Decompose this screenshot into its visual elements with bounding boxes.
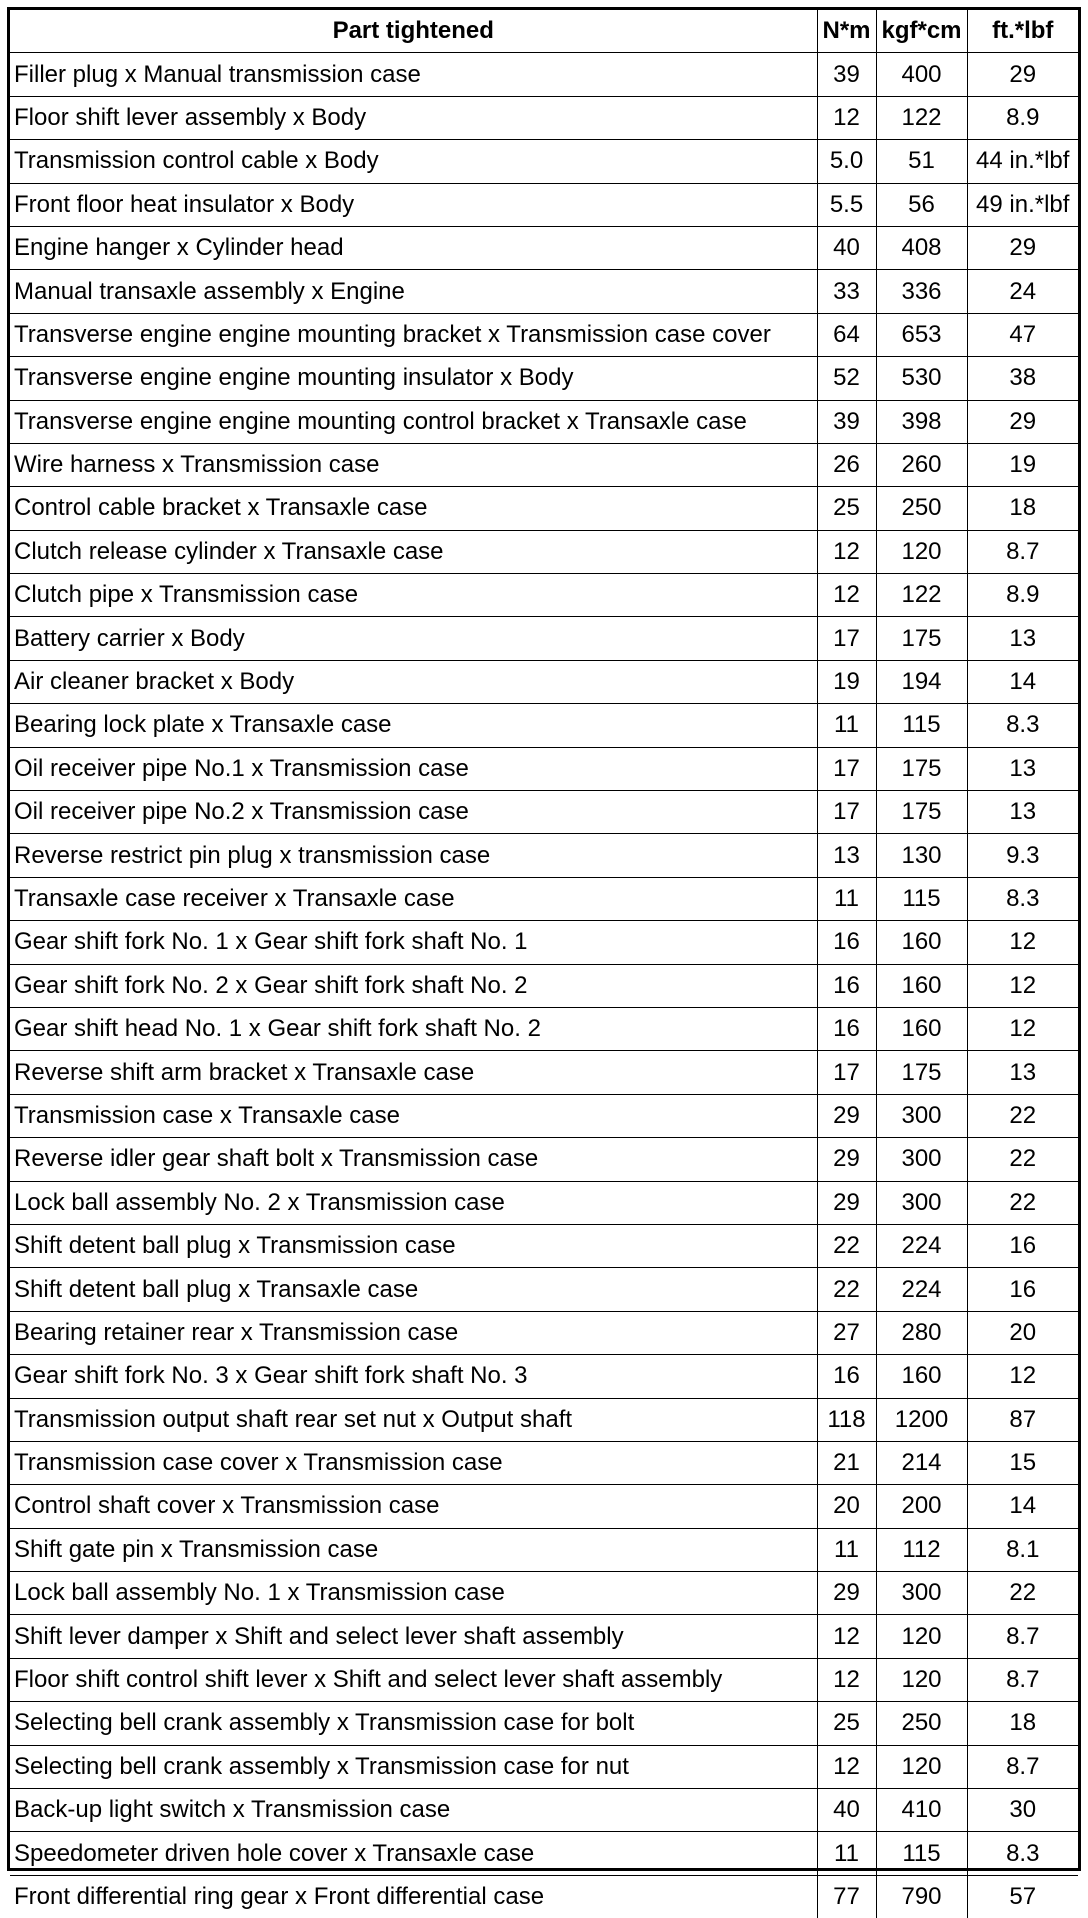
- table-row: [10, 617, 1078, 660]
- cell-part-tightened: Oil receiver pipe No.1 x Transmission case: [10, 747, 817, 790]
- cell-part-tightened: Selecting bell crank assembly x Transmission case for bolt: [10, 1702, 817, 1745]
- table-row: [10, 834, 1078, 877]
- cell-newton-meter: 26: [817, 443, 876, 486]
- cell-kgf-cm: 122: [876, 96, 967, 139]
- cell-newton-meter: 16: [817, 1355, 876, 1398]
- cell-ft-lbf: 57: [967, 1875, 1078, 1918]
- cell-newton-meter: 12: [817, 96, 876, 139]
- cell-newton-meter: 25: [817, 1702, 876, 1745]
- cell-ft-lbf: 22: [967, 1572, 1078, 1615]
- cell-ft-lbf: 20: [967, 1311, 1078, 1354]
- torque-spec-table-frame: [7, 7, 1081, 1910]
- cell-ft-lbf: 8.7: [967, 530, 1078, 573]
- cell-kgf-cm: 214: [876, 1441, 967, 1484]
- cell-kgf-cm: 336: [876, 270, 967, 313]
- cell-kgf-cm: 224: [876, 1224, 967, 1267]
- table-row: [10, 1572, 1078, 1615]
- table-row: [10, 1224, 1078, 1267]
- cell-kgf-cm: 300: [876, 1094, 967, 1137]
- cell-part-tightened: Bearing lock plate x Transaxle case: [10, 704, 817, 747]
- cell-newton-meter: 16: [817, 1007, 876, 1050]
- cell-part-tightened: Transaxle case receiver x Transaxle case: [10, 877, 817, 920]
- cell-newton-meter: 39: [817, 400, 876, 443]
- cell-part-tightened: Gear shift fork No. 2 x Gear shift fork shaft No. 2: [10, 964, 817, 1007]
- cell-part-tightened: Reverse shift arm bracket x Transaxle case: [10, 1051, 817, 1094]
- cell-kgf-cm: 115: [876, 877, 967, 920]
- cell-kgf-cm: 175: [876, 1051, 967, 1094]
- cell-ft-lbf: 22: [967, 1181, 1078, 1224]
- cell-part-tightened: Clutch pipe x Transmission case: [10, 574, 817, 617]
- cell-ft-lbf: 12: [967, 1355, 1078, 1398]
- cell-kgf-cm: 300: [876, 1138, 967, 1181]
- cell-newton-meter: 16: [817, 921, 876, 964]
- torque-spec-table: [10, 10, 1078, 1918]
- table-row: [10, 1398, 1078, 1441]
- cell-ft-lbf: 29: [967, 226, 1078, 269]
- table-row: [10, 791, 1078, 834]
- table-row: [10, 964, 1078, 1007]
- cell-part-tightened: Control shaft cover x Transmission case: [10, 1485, 817, 1528]
- cell-part-tightened: Back-up light switch x Transmission case: [10, 1789, 817, 1832]
- header-part-tightened: Part tightened: [10, 10, 817, 53]
- cell-part-tightened: Shift detent ball plug x Transmission case: [10, 1224, 817, 1267]
- cell-part-tightened: Speedometer driven hole cover x Transaxle case: [10, 1832, 817, 1875]
- cell-kgf-cm: 160: [876, 1355, 967, 1398]
- cell-kgf-cm: 1200: [876, 1398, 967, 1441]
- header-newton-meter: N*m: [817, 10, 876, 53]
- cell-ft-lbf: 29: [967, 53, 1078, 96]
- table-row: [10, 1702, 1078, 1745]
- cell-ft-lbf: 87: [967, 1398, 1078, 1441]
- cell-kgf-cm: 300: [876, 1181, 967, 1224]
- cell-ft-lbf: 8.3: [967, 877, 1078, 920]
- cell-kgf-cm: 250: [876, 1702, 967, 1745]
- cell-ft-lbf: 24: [967, 270, 1078, 313]
- table-body: [10, 53, 1078, 1918]
- cell-kgf-cm: 175: [876, 617, 967, 660]
- cell-ft-lbf: 18: [967, 1702, 1078, 1745]
- cell-kgf-cm: 398: [876, 400, 967, 443]
- cell-kgf-cm: 130: [876, 834, 967, 877]
- cell-newton-meter: 118: [817, 1398, 876, 1441]
- cell-ft-lbf: 8.3: [967, 1832, 1078, 1875]
- table-row: [10, 226, 1078, 269]
- table-row: [10, 660, 1078, 703]
- cell-part-tightened: Gear shift head No. 1 x Gear shift fork shaft No. 2: [10, 1007, 817, 1050]
- table-row: [10, 96, 1078, 139]
- cell-kgf-cm: 175: [876, 747, 967, 790]
- cell-kgf-cm: 224: [876, 1268, 967, 1311]
- cell-ft-lbf: 8.9: [967, 96, 1078, 139]
- cell-ft-lbf: 47: [967, 313, 1078, 356]
- cell-newton-meter: 33: [817, 270, 876, 313]
- cell-kgf-cm: 120: [876, 1615, 967, 1658]
- cell-ft-lbf: 13: [967, 747, 1078, 790]
- cell-newton-meter: 11: [817, 1832, 876, 1875]
- table-row: [10, 1528, 1078, 1571]
- cell-part-tightened: Front floor heat insulator x Body: [10, 183, 817, 226]
- cell-part-tightened: Battery carrier x Body: [10, 617, 817, 660]
- cell-part-tightened: Engine hanger x Cylinder head: [10, 226, 817, 269]
- cell-kgf-cm: 400: [876, 53, 967, 96]
- cell-newton-meter: 16: [817, 964, 876, 1007]
- cell-ft-lbf: 44 in.*lbf: [967, 140, 1078, 183]
- table-row: [10, 1007, 1078, 1050]
- cell-newton-meter: 77: [817, 1875, 876, 1918]
- table-row: [10, 747, 1078, 790]
- cell-ft-lbf: 8.7: [967, 1658, 1078, 1701]
- cell-newton-meter: 20: [817, 1485, 876, 1528]
- cell-kgf-cm: 194: [876, 660, 967, 703]
- cell-kgf-cm: 122: [876, 574, 967, 617]
- cell-part-tightened: Reverse idler gear shaft bolt x Transmission case: [10, 1138, 817, 1181]
- cell-ft-lbf: 22: [967, 1138, 1078, 1181]
- cell-newton-meter: 25: [817, 487, 876, 530]
- cell-kgf-cm: 408: [876, 226, 967, 269]
- cell-kgf-cm: 175: [876, 791, 967, 834]
- cell-kgf-cm: 280: [876, 1311, 967, 1354]
- cell-ft-lbf: 38: [967, 357, 1078, 400]
- table-row: [10, 400, 1078, 443]
- cell-newton-meter: 11: [817, 1528, 876, 1571]
- cell-kgf-cm: 260: [876, 443, 967, 486]
- cell-kgf-cm: 120: [876, 1658, 967, 1701]
- cell-newton-meter: 19: [817, 660, 876, 703]
- table-row: [10, 1181, 1078, 1224]
- cell-part-tightened: Lock ball assembly No. 2 x Transmission case: [10, 1181, 817, 1224]
- cell-newton-meter: 12: [817, 1615, 876, 1658]
- table-row: [10, 313, 1078, 356]
- table-row: [10, 1789, 1078, 1832]
- cell-ft-lbf: 8.9: [967, 574, 1078, 617]
- table-row: [10, 1832, 1078, 1875]
- cell-newton-meter: 5.0: [817, 140, 876, 183]
- cell-ft-lbf: 30: [967, 1789, 1078, 1832]
- cell-part-tightened: Transmission case x Transaxle case: [10, 1094, 817, 1137]
- table-row: [10, 183, 1078, 226]
- cell-kgf-cm: 653: [876, 313, 967, 356]
- cell-newton-meter: 29: [817, 1181, 876, 1224]
- table-row: [10, 487, 1078, 530]
- cell-newton-meter: 5.5: [817, 183, 876, 226]
- cell-part-tightened: Floor shift lever assembly x Body: [10, 96, 817, 139]
- cell-newton-meter: 27: [817, 1311, 876, 1354]
- cell-newton-meter: 39: [817, 53, 876, 96]
- table-row: [10, 1658, 1078, 1701]
- table-row: [10, 443, 1078, 486]
- cell-ft-lbf: 8.3: [967, 704, 1078, 747]
- cell-part-tightened: Oil receiver pipe No.2 x Transmission case: [10, 791, 817, 834]
- cell-part-tightened: Transmission output shaft rear set nut x Output shaft: [10, 1398, 817, 1441]
- cell-kgf-cm: 200: [876, 1485, 967, 1528]
- cell-ft-lbf: 14: [967, 1485, 1078, 1528]
- cell-kgf-cm: 160: [876, 921, 967, 964]
- cell-part-tightened: Wire harness x Transmission case: [10, 443, 817, 486]
- cell-ft-lbf: 22: [967, 1094, 1078, 1137]
- cell-kgf-cm: 115: [876, 1832, 967, 1875]
- cell-ft-lbf: 13: [967, 791, 1078, 834]
- table-row: [10, 1051, 1078, 1094]
- table-row: [10, 921, 1078, 964]
- cell-kgf-cm: 120: [876, 530, 967, 573]
- cell-newton-meter: 12: [817, 1658, 876, 1701]
- cell-ft-lbf: 13: [967, 1051, 1078, 1094]
- cell-part-tightened: Gear shift fork No. 1 x Gear shift fork shaft No. 1: [10, 921, 817, 964]
- cell-newton-meter: 17: [817, 747, 876, 790]
- table-row: [10, 1875, 1078, 1918]
- cell-ft-lbf: 9.3: [967, 834, 1078, 877]
- table-header-row: [10, 10, 1078, 53]
- cell-newton-meter: 11: [817, 877, 876, 920]
- cell-kgf-cm: 120: [876, 1745, 967, 1788]
- cell-part-tightened: Manual transaxle assembly x Engine: [10, 270, 817, 313]
- cell-kgf-cm: 160: [876, 1007, 967, 1050]
- table-row: [10, 1268, 1078, 1311]
- cell-part-tightened: Shift gate pin x Transmission case: [10, 1528, 817, 1571]
- table-row: [10, 1094, 1078, 1137]
- cell-part-tightened: Floor shift control shift lever x Shift and select lever shaft assembly: [10, 1658, 817, 1701]
- cell-ft-lbf: 16: [967, 1224, 1078, 1267]
- cell-newton-meter: 52: [817, 357, 876, 400]
- cell-newton-meter: 13: [817, 834, 876, 877]
- cell-part-tightened: Transverse engine engine mounting bracket x Transmission case cover: [10, 313, 817, 356]
- cell-newton-meter: 64: [817, 313, 876, 356]
- cell-ft-lbf: 15: [967, 1441, 1078, 1484]
- table-row: [10, 574, 1078, 617]
- cell-ft-lbf: 29: [967, 400, 1078, 443]
- cell-newton-meter: 22: [817, 1224, 876, 1267]
- cell-part-tightened: Filler plug x Manual transmission case: [10, 53, 817, 96]
- table-row: [10, 1311, 1078, 1354]
- cell-newton-meter: 12: [817, 574, 876, 617]
- cell-kgf-cm: 530: [876, 357, 967, 400]
- cell-newton-meter: 40: [817, 226, 876, 269]
- cell-ft-lbf: 8.1: [967, 1528, 1078, 1571]
- cell-part-tightened: Gear shift fork No. 3 x Gear shift fork shaft No. 3: [10, 1355, 817, 1398]
- table-row: [10, 1355, 1078, 1398]
- cell-part-tightened: Front differential ring gear x Front differential case: [10, 1875, 817, 1918]
- cell-newton-meter: 29: [817, 1094, 876, 1137]
- header-kgf-cm: kgf*cm: [876, 10, 967, 53]
- cell-part-tightened: Lock ball assembly No. 1 x Transmission case: [10, 1572, 817, 1615]
- cell-newton-meter: 12: [817, 1745, 876, 1788]
- table-row: [10, 704, 1078, 747]
- cell-kgf-cm: 56: [876, 183, 967, 226]
- cell-kgf-cm: 790: [876, 1875, 967, 1918]
- table-row: [10, 140, 1078, 183]
- cell-part-tightened: Clutch release cylinder x Transaxle case: [10, 530, 817, 573]
- cell-part-tightened: Reverse restrict pin plug x transmission case: [10, 834, 817, 877]
- cell-ft-lbf: 16: [967, 1268, 1078, 1311]
- cell-ft-lbf: 18: [967, 487, 1078, 530]
- cell-ft-lbf: 8.7: [967, 1745, 1078, 1788]
- cell-kgf-cm: 300: [876, 1572, 967, 1615]
- table-row: [10, 1745, 1078, 1788]
- table-row: [10, 270, 1078, 313]
- cell-part-tightened: Transverse engine engine mounting insulator x Body: [10, 357, 817, 400]
- cell-part-tightened: Shift lever damper x Shift and select lever shaft assembly: [10, 1615, 817, 1658]
- cell-newton-meter: 11: [817, 704, 876, 747]
- cell-ft-lbf: 8.7: [967, 1615, 1078, 1658]
- cell-ft-lbf: 14: [967, 660, 1078, 703]
- table-row: [10, 877, 1078, 920]
- cell-newton-meter: 17: [817, 791, 876, 834]
- table-row: [10, 53, 1078, 96]
- cell-ft-lbf: 12: [967, 1007, 1078, 1050]
- table-row: [10, 1615, 1078, 1658]
- cell-kgf-cm: 112: [876, 1528, 967, 1571]
- cell-newton-meter: 12: [817, 530, 876, 573]
- cell-part-tightened: Shift detent ball plug x Transaxle case: [10, 1268, 817, 1311]
- table-row: [10, 530, 1078, 573]
- cell-ft-lbf: 19: [967, 443, 1078, 486]
- cell-kgf-cm: 51: [876, 140, 967, 183]
- cell-part-tightened: Bearing retainer rear x Transmission case: [10, 1311, 817, 1354]
- cell-kgf-cm: 410: [876, 1789, 967, 1832]
- table-row: [10, 357, 1078, 400]
- cell-part-tightened: Transverse engine engine mounting control bracket x Transaxle case: [10, 400, 817, 443]
- cell-newton-meter: 22: [817, 1268, 876, 1311]
- cell-ft-lbf: 12: [967, 921, 1078, 964]
- cell-newton-meter: 17: [817, 1051, 876, 1094]
- cell-part-tightened: Air cleaner bracket x Body: [10, 660, 817, 703]
- cell-newton-meter: 17: [817, 617, 876, 660]
- table-row: [10, 1441, 1078, 1484]
- table-row: [10, 1138, 1078, 1181]
- cell-kgf-cm: 160: [876, 964, 967, 1007]
- cell-newton-meter: 29: [817, 1138, 876, 1181]
- cell-part-tightened: Control cable bracket x Transaxle case: [10, 487, 817, 530]
- cell-part-tightened: Selecting bell crank assembly x Transmission case for nut: [10, 1745, 817, 1788]
- cell-ft-lbf: 12: [967, 964, 1078, 1007]
- cell-part-tightened: Transmission control cable x Body: [10, 140, 817, 183]
- cell-ft-lbf: 13: [967, 617, 1078, 660]
- cell-ft-lbf: 49 in.*lbf: [967, 183, 1078, 226]
- cell-kgf-cm: 115: [876, 704, 967, 747]
- header-ft-lbf: ft.*lbf: [967, 10, 1078, 53]
- cell-part-tightened: Transmission case cover x Transmission case: [10, 1441, 817, 1484]
- cell-newton-meter: 40: [817, 1789, 876, 1832]
- cell-newton-meter: 21: [817, 1441, 876, 1484]
- table-row: [10, 1485, 1078, 1528]
- cell-kgf-cm: 250: [876, 487, 967, 530]
- cell-newton-meter: 29: [817, 1572, 876, 1615]
